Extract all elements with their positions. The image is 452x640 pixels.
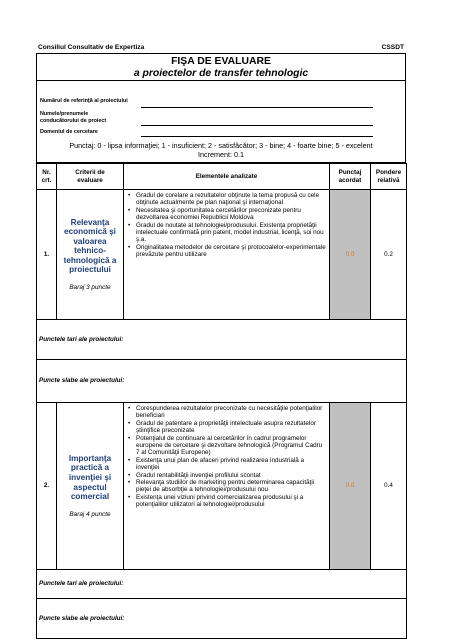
header-nr: Nr. crt. <box>37 164 57 190</box>
criterion-elements <box>124 403 330 570</box>
criterion-number: 2. <box>37 403 57 570</box>
list-item: • Gradul de corelare a rezultatelor obţinute la tema propusă cu cele obţinute actualmente pe plan naţional şi internaţional <box>127 192 326 207</box>
project-leader-field[interactable] <box>141 125 373 126</box>
reference-number-field[interactable] <box>141 107 373 108</box>
evaluation-table <box>36 163 407 639</box>
weight-value: 0.2 <box>371 190 407 320</box>
form-subtitle: a proiectelor de transfer tehnologic <box>133 68 309 79</box>
increment-text: Increment: 0.1 <box>198 150 244 159</box>
table-header-row <box>37 164 407 190</box>
criterion-row <box>37 190 407 320</box>
weak-points-field[interactable]: Puncte slabe ale proiectului: <box>37 599 407 639</box>
score-input[interactable]: 0.0 <box>330 190 371 320</box>
criterion-title: Importanţa practică a invenţiei şi aspectul comercial <box>68 453 112 502</box>
score-scale-text: Punctaj: 0 - lipsa informaţiei; 1 - insuficient; 2 - satisfăcător; 3 - bine; 4 - foarte bine; 5 - excelent <box>69 141 373 150</box>
list-item: • Originalitatea metodelor de cercetare şi protocoalelor-experimentale prevăzute pentru utilizare <box>127 244 326 259</box>
reference-number-label: Numărul de referinţă al proiectului <box>40 98 128 104</box>
criterion-row <box>37 403 407 570</box>
header-criteria: Criterii de evaluare <box>57 164 124 190</box>
list-item: • Potenţialul de continuare al cercetărilor în cadrul programelor europene de cercetare şi dezvoltare tehnologică (Programul Cadru 7 al Comunităţii Europene) <box>127 435 326 457</box>
score-input[interactable]: 0.0 <box>330 403 371 570</box>
strong-points-row <box>37 570 407 599</box>
weak-points-row <box>37 360 407 403</box>
project-info-section <box>36 81 406 163</box>
list-item: • Gradul rentabilităţii invenţiei profilului scontat <box>127 472 326 479</box>
list-item: • Relevanţa studiilor de marketing pentru determinarea capacităţii pieţei de absorbţie a tehnologiei/produsului nou <box>127 479 326 494</box>
document-header <box>36 44 406 53</box>
research-domain-field[interactable] <box>141 136 373 137</box>
header-elements: Elementele analizate <box>124 164 330 190</box>
project-leader-label-1: Numele/prenumele <box>40 111 89 117</box>
weak-points-field[interactable]: Puncte slabe ale proiectului: <box>37 360 407 403</box>
header-score: Punctaj acordat <box>330 164 371 190</box>
form-title: FIŞA DE EVALUARE <box>171 56 271 67</box>
criterion-elements <box>124 190 330 320</box>
criterion-number: 1. <box>37 190 57 320</box>
criterion-threshold: Baraj 4 puncte <box>69 510 111 518</box>
criterion-title: Relevanţa economică şi valoarea tehnico-tehnologică a proiectului <box>63 217 117 275</box>
strong-points-field[interactable]: Punctele tari ale proiectului: <box>37 570 407 599</box>
form-title-box <box>36 53 406 81</box>
project-leader-label-2: conducătorului de proiect <box>40 117 107 124</box>
list-item: • Existenţa unei viziuni privind comercializarea produsului şi a potenţialilor utilizatori ai tehnologiei/produsului <box>127 494 326 509</box>
council-name: Consiliul Consultativ de Expertiza <box>38 44 145 51</box>
criterion-cell <box>57 403 124 570</box>
header-weight: Pondere relativă <box>371 164 407 190</box>
weight-value: 0.4 <box>371 403 407 570</box>
weak-points-row <box>37 599 407 639</box>
list-item: • Existenţa unui plan de afaceri privind realizarea industrială a invenţiei <box>127 457 326 472</box>
strong-points-row <box>37 320 407 360</box>
organization-code: CSSDT <box>381 44 404 51</box>
criterion-threshold: Baraj 3 puncte <box>69 284 111 292</box>
strong-points-field[interactable]: Punctele tari ale proiectului: <box>37 320 407 360</box>
list-item: • Gradul de patentare a proprietăţii intelectuale asupra rezultatelor ştiinţifice preconizate <box>127 420 326 435</box>
list-item: • Corespunderea rezultatelor preconizate cu necesităţile potenţialilor beneficiari <box>127 405 326 420</box>
list-item: • Gradul de noutate al tehnologiei/produsului. Existenţa proprietăţii intelectuale confirmată prin patent, model industrial, licenţă, soi nou ş.a. <box>127 222 326 244</box>
list-item: • Necesitatea şi oportunitatea cercetărilor preconizate pentru dezvoltarea economiei Republicii Moldova <box>127 207 326 222</box>
criterion-cell <box>57 190 124 320</box>
research-domain-label: Domeniul de cercetare <box>40 129 98 135</box>
